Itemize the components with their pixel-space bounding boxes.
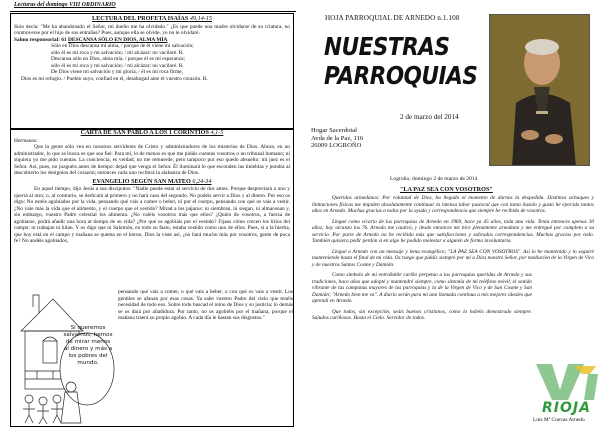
address-line: 26009 LOGROÑO (311, 142, 362, 150)
reading1-title: LECTURA DEL PROFETA ISAÍAS 49,14-15 (91, 15, 213, 22)
gospel-ref: 6,24-34 (192, 177, 212, 185)
logo-word: RIOJA (542, 400, 591, 416)
readings-header-text: Lecturas del domingo VIII ORDINARIO (14, 2, 116, 8)
sketch-caption: Si queremos salvarnos, hemos de mirar menos al dinero y más a los pobres del mundo. (63, 325, 113, 366)
readings-box-bottom (10, 128, 294, 427)
reading2-ref: 4,1-5 (210, 129, 224, 136)
reading2-salutation: Hermanos: (14, 137, 38, 144)
bulletin-cover-column (300, 0, 600, 427)
letter-paragraph: Que todos, sin excepción, seáis buenos cristianos, como lo habéis demostrado siempre. Saludos cariñosos. Hasta el Cielo. Servidor de todos. (312, 308, 532, 321)
letter-paragraph: Llegué como vicario de las parroquias de Arnedo en 1969, hace ya 45 años, toda una vida. Tenía entonces apenas 30 años; hoy alcanzo los 76. Arnedo me cautivó, y desde entonces me hice plenamente arnedano y me entregué por completo a su servicio. Por parte de Arnedo no he recibido más que satisfacciones y sobradas correspondencias. Muchas gracias por todo. También quisiera pedir perdón si en algo he podido molestar a alguien de forma involuntaria. (312, 218, 594, 244)
reading1-ref: 49,14-15 (189, 15, 213, 22)
reading1-text: Sión decía: "Me ha abandonado el Señor, mi dueño me ha olvidado." ¿Es que puede una madre olvidarse de su criatura, no conmoverse por el hijo de sus entrañas? Pues, aunque ella se olvide, yo no te olvidaré. (14, 23, 290, 36)
psalm-line: Sólo en Dios descansa mi alma, / porque de él viene mi salvación; (51, 43, 194, 49)
bulletin-issue: HOJA PARROQUIAL DE ARNEDO n.1.108 (325, 14, 460, 22)
psalm-title: DESCANSA SÓLO EN DIOS, ALMA MÍA (67, 36, 168, 43)
reading2-title: CARTA DE SAN PABLO A LOS 1 CORINTIOS 4,1-5 (80, 129, 224, 136)
psalm-line: sólo él es mi roca y mi salvación; / mi alcázar: no vacilaré. R. (51, 62, 184, 69)
readings-box-top (10, 13, 294, 130)
readings-column (10, 0, 296, 427)
psalm-line: sólo él es mi roca y mi salvación; / mi alcázar: no vacilaré. R. (51, 49, 184, 56)
letter-paragraph: Llegué a Arnedo con un mensaje y lema evangélico; "LA PAZ SEA CON VOSOTROS". Así lo he mantenido y lo seguiré manteniendo hasta el final de mi vida. Os ruego que pidáis siempre por mí a Dios nuestro Señor, por mediación de la Virgen de Vico y de nuestros Santos Cosme y Damián. (312, 248, 594, 268)
address-line: Avda de la Paz, 116 (311, 134, 364, 142)
address-line: Hogar Sacerdotal (311, 127, 357, 134)
psalm-line: De Dios viene mi salvación y mi gloria, / él es mi roca firme, (51, 69, 183, 75)
masthead-title (324, 32, 477, 90)
priest-portrait-image (489, 14, 590, 166)
reading2-text: Que la gente sólo vea en nosotros servidores de Cristo y administradores de los misterios de Dios. Ahora, en un administrador, lo que se busca es que sea fiel. Para mí, lo de menos es que me pidáis cuentas vosotros o un tribunal humano; ni siquiera yo me pido cuentas. La conciencia, es verdad, no me remuerde; pero tampoco por eso quedo absuelto: mi juez es el Señor. Así, pues, no juzguéis antes de tiempo: dejad que venga el Señor. Él iluminará lo que esconden las tinieblas y pondrá al descubierto los designios del corazón; entonces cada uno recibirá la alabanza de Dios. (14, 144, 290, 176)
letter-paragraph: Queridos armedanos: Por voluntad de Dios, ha llegado el momento de darnos la despedida. Distintos achaques y limitaciones físicas me impiden absolutamente continuar la intensa labor pastoral que con tanta ilusión y gusto he ejercido tantos años en Arnedo. Muchas gracias a todos por la ayuda y correspondencia que siempre he recibido de vosotros. (312, 195, 594, 214)
letter-dateline: Logroño, domingo 2 de marzo de 2014 (390, 176, 478, 182)
letter-signature: Luis Mª Cuevas Arnedo (533, 417, 585, 423)
issue-date: 2 de marzo del 2014 (400, 113, 459, 121)
portrait-painting (490, 15, 590, 166)
psalm-line: Dios es mi refugio. / Pueblo suyo, confiad en él, desahogad ante él vuestro corazón. R. (21, 75, 208, 82)
gospel-text-continued: pensando qué vais a comer, o qué vais a beber, o con qué os vais a vestir. Los gentiles se afanan por esas cosas. Ya sabe vuestro Padre del cielo que tenéis necesidad de todo eso. Sobre todo buscad el reino de Dios y su justicia; lo demás se os dará por añadidura. Por tanto, no os agobiéis por el mañana, porque el mañana traerá su propio agobio. A cada día le bastan sus disgustos." (118, 289, 293, 321)
letter-title: "LA PAZ SEA CON VOSOTROS" (400, 186, 493, 193)
farewell-letter (312, 195, 594, 326)
sender-address (311, 127, 363, 150)
masthead-line-1: NUESTRAS (324, 32, 450, 61)
psalm-line: Descansa sólo en Dios, alma mía, / porque él es mi esperanza; (51, 56, 185, 62)
letter-paragraph: Como símbolo de mi entrañable cariño perpetuo a las parroquias queridas de Arnedo y sus tradiciones, hace años que adopté y mantendré siempre, como sintonía de mi teléfono móvil, el sonido vibrante de las campanas mayores de las parroquias y la de la Virgen de Vico y de San Cosme y San Damián; "Arnedo bien me va". A diario serán para mí una llamada continua a mis mejores ideales que aprendí en Arnedo. (312, 272, 532, 304)
gospel-title: EVANGELIO SEGÚN SAN MATEO 6,24-34 (92, 177, 212, 185)
masthead-line-2: PARROQUIAS (324, 61, 478, 90)
gospel-text: En aquel tiempo, dijo Jesús a sus discípulos: "Nadie puede estar al servicio de dos amos. Porque despreciará a uno y querrá al otro; o, al contrario, se dedicará al primero y no hará caso del segundo. No podéis servir a Dios y al dinero. Por eso os digo: No estéis agobiados por la vida, pensando qué vais a comer o beber, ni por el cuerpo, pensando con qué os vais a vestir. ¿No vale más la vida que el alimento, y el cuerpo que el vestido? Mirad a los pájaros: ni siembran, ni siegan, ni almacenan y, sin embargo, vuestro Padre celestial los alimenta. ¿No valéis vosotros más que ellos? ¿Quién de vosotros, a fuerza de agobiarse, podrá añadir una hora al tiempo de su vida? ¿Por qué os agobiáis por el vestido? Fijaos cómo crecen los lirios del campo: ni trabajan ni hilan. Y os digo que ni Salomón, en todo su fasto, estaba vestido como uno de ellos. Pues, si a la hierba, que hoy está en el campo y mañana se quema en el horno, Dios la viste así, ¿no hará mucho más por vosotros, gente de poca fe? No andéis agobiados, (14, 186, 290, 244)
psalm-label: Salmo responsorial: 61 (14, 36, 67, 43)
readings-header (10, 2, 296, 12)
